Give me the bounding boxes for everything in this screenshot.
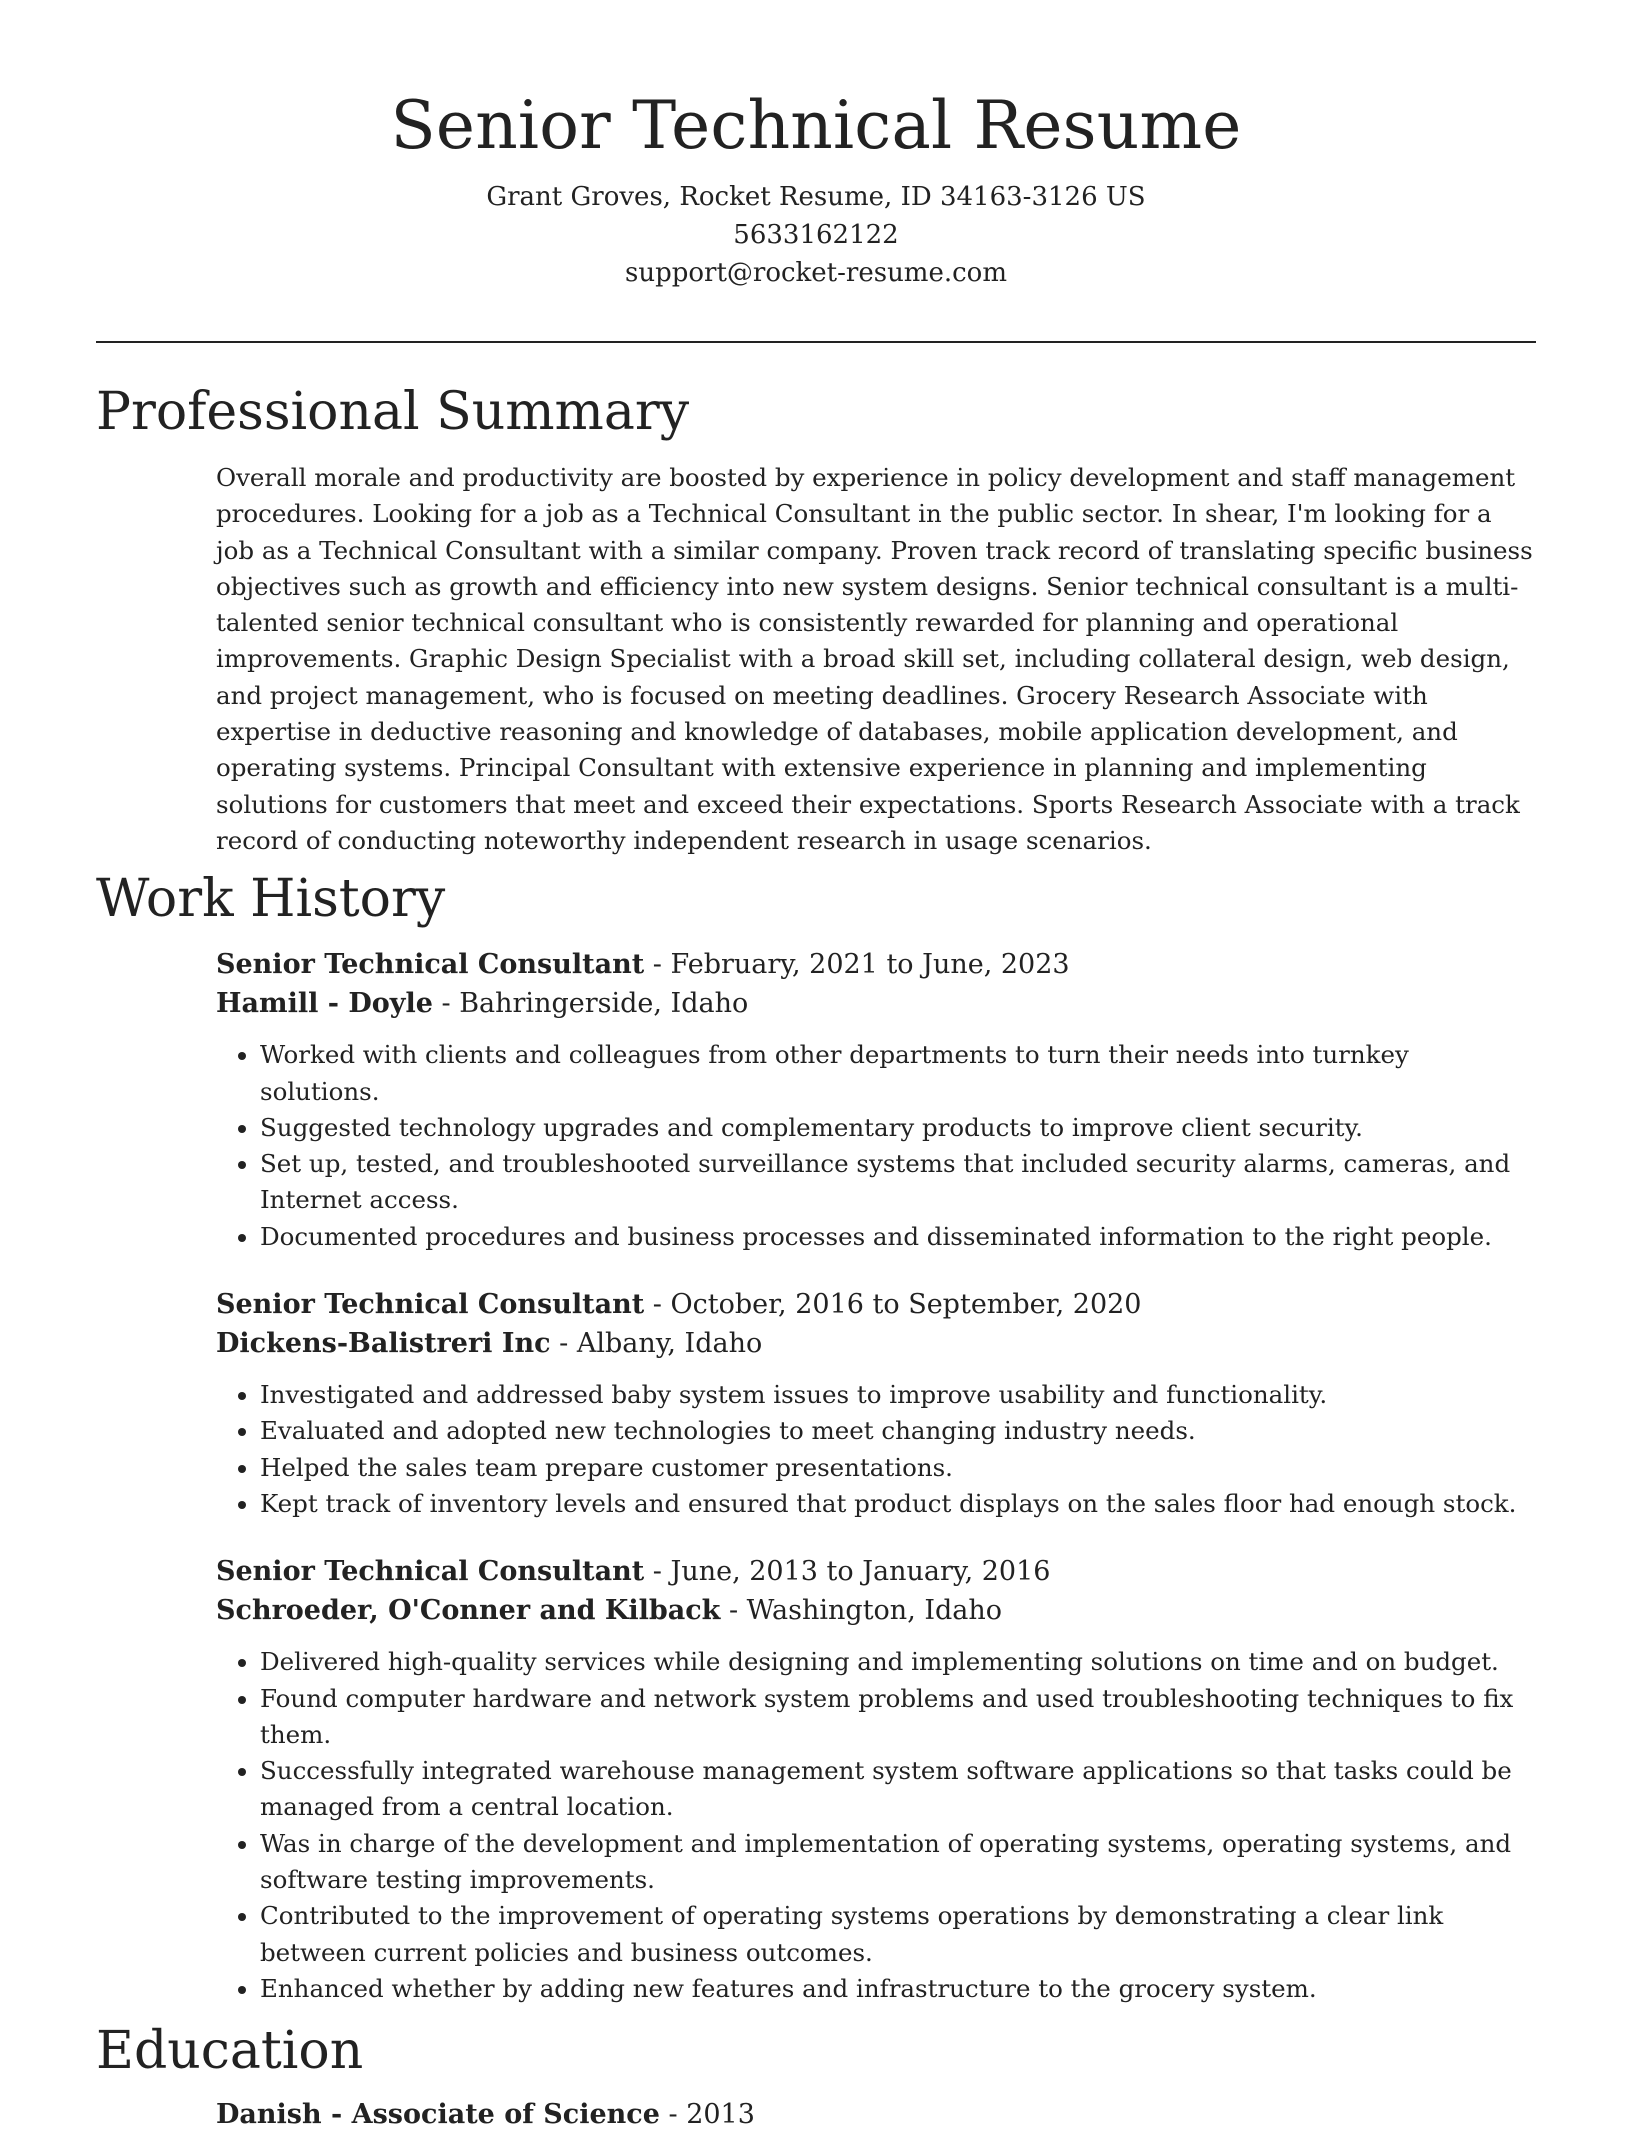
education-school: Danish: [216, 2099, 322, 2131]
education-line: [216, 2095, 1536, 2134]
education-heading: Education: [96, 2021, 364, 2082]
job-bullet: • Worked with clients and colleagues from other departments to turn their needs into turnkey solutions.: [260, 1037, 1536, 1110]
job-company-line: [216, 984, 1536, 1023]
job-bullet: • Found computer hardware and network system problems and used troubleshooting techniques to fix them.: [260, 1681, 1536, 1754]
job-dates: - June, 2013 to January, 2016: [644, 1556, 1051, 1588]
resume-body: [96, 380, 1536, 2134]
job-bullet: • Documented procedures and business processes and disseminated information to the right people.: [260, 1219, 1536, 1255]
job-title-line: [216, 1552, 1536, 1591]
job-location: - Bahringerside, Idaho: [432, 988, 749, 1020]
header-divider: [96, 341, 1536, 343]
summary-section: [96, 380, 1536, 859]
job-bullet: • Evaluated and adopted new technologies to meet changing industry needs.: [260, 1413, 1536, 1449]
job-company: Hamill - Doyle: [216, 988, 433, 1020]
job-title: Senior Technical Consultant: [216, 949, 645, 981]
job-title-line: [216, 945, 1536, 984]
job-company: Schroeder, O'Conner and Kilback: [216, 1595, 721, 1627]
job-entry: [216, 1285, 1536, 1522]
job-bullet: • Successfully integrated warehouse management system software applications so that tasks could be managed from a central location.: [260, 1753, 1536, 1826]
job-title: Senior Technical Consultant: [216, 1289, 645, 1321]
contact-address: Grant Groves, Rocket Resume, ID 34163-3126 US: [486, 182, 1146, 212]
education-entry: [216, 2095, 1536, 2134]
resume-title: Senior Technical Resume: [390, 87, 1242, 164]
resume-header: [0, 0, 1632, 292]
education-degree: - Associate of Science: [321, 2099, 660, 2131]
contact-phone: 5633162122: [733, 220, 899, 250]
job-location: - Albany, Idaho: [550, 1328, 763, 1360]
job-title: Senior Technical Consultant: [216, 1556, 645, 1588]
job-dates: - October, 2016 to September, 2020: [644, 1289, 1142, 1321]
job-dates: - February, 2021 to June, 2023: [644, 949, 1070, 981]
job-bullets: [216, 1644, 1536, 2007]
education-section: [96, 2019, 1536, 2134]
job-bullet: • Investigated and addressed baby system issues to improve usability and functionality.: [260, 1377, 1536, 1413]
job-bullet: • Enhanced whether by adding new features and infrastructure to the grocery system.: [260, 1971, 1536, 2007]
contact-block: [0, 178, 1632, 292]
job-bullet: • Set up, tested, and troubleshooted surveillance systems that included security alarms, cameras, and Internet access.: [260, 1146, 1536, 1219]
summary-heading: Professional Summary: [96, 382, 690, 442]
job-bullets: [216, 1377, 1536, 1522]
job-bullet: • Was in charge of the development and implementation of operating systems, operating systems, and software testing improvements.: [260, 1826, 1536, 1899]
job-company-line: [216, 1591, 1536, 1630]
job-title-line: [216, 1285, 1536, 1324]
job-entry: [216, 1552, 1536, 2007]
summary-text: Overall morale and productivity are boosted by experience in policy development and staff management procedures. Looking for a job as a Technical Consultant in the public sector. In shear, I'm looking for a job as a Technical Consultant with a similar company. Proven track record of translating specific business objectives such as growth and efficiency into new system designs. Senior technical consultant is a multi-talented senior technical consultant who is consistently rewarded for planning and operational improvements. Graphic Design Specialist with a broad skill set, including collateral design, web design, and project management, who is focused on meeting deadlines. Grocery Research Associate with expertise in deductive reasoning and knowledge of databases, mobile application development, and operating systems. Principal Consultant with extensive experience in planning and implementing solutions for customers that meet and exceed their expectations. Sports Research Associate with a track record of conducting noteworthy independent research in usage scenarios.: [216, 463, 1533, 855]
job-company-line: [216, 1324, 1536, 1363]
job-bullet: • Suggested technology upgrades and complementary products to improve client security.: [260, 1110, 1536, 1146]
job-entry: [216, 945, 1536, 1255]
job-bullets: [216, 1037, 1536, 1255]
job-bullet: • Contributed to the improvement of operating systems operations by demonstrating a clear link between current policies and business outcomes.: [260, 1898, 1536, 1971]
job-bullet: • Helped the sales team prepare customer presentations.: [260, 1450, 1536, 1486]
contact-email: support@rocket-resume.com: [624, 258, 1007, 288]
job-location: - Washington, Idaho: [720, 1595, 1003, 1627]
job-bullet: • Kept track of inventory levels and ensured that product displays on the sales floor had enough stock.: [260, 1486, 1536, 1522]
work-history-heading: Work History: [96, 869, 446, 930]
job-company: Dickens-Balistreri Inc: [216, 1328, 551, 1360]
education-year: - 2013: [659, 2099, 755, 2131]
work-history-section: [96, 867, 1536, 2007]
job-bullet: • Delivered high-quality services while designing and implementing solutions on time and on budget.: [260, 1644, 1536, 1680]
